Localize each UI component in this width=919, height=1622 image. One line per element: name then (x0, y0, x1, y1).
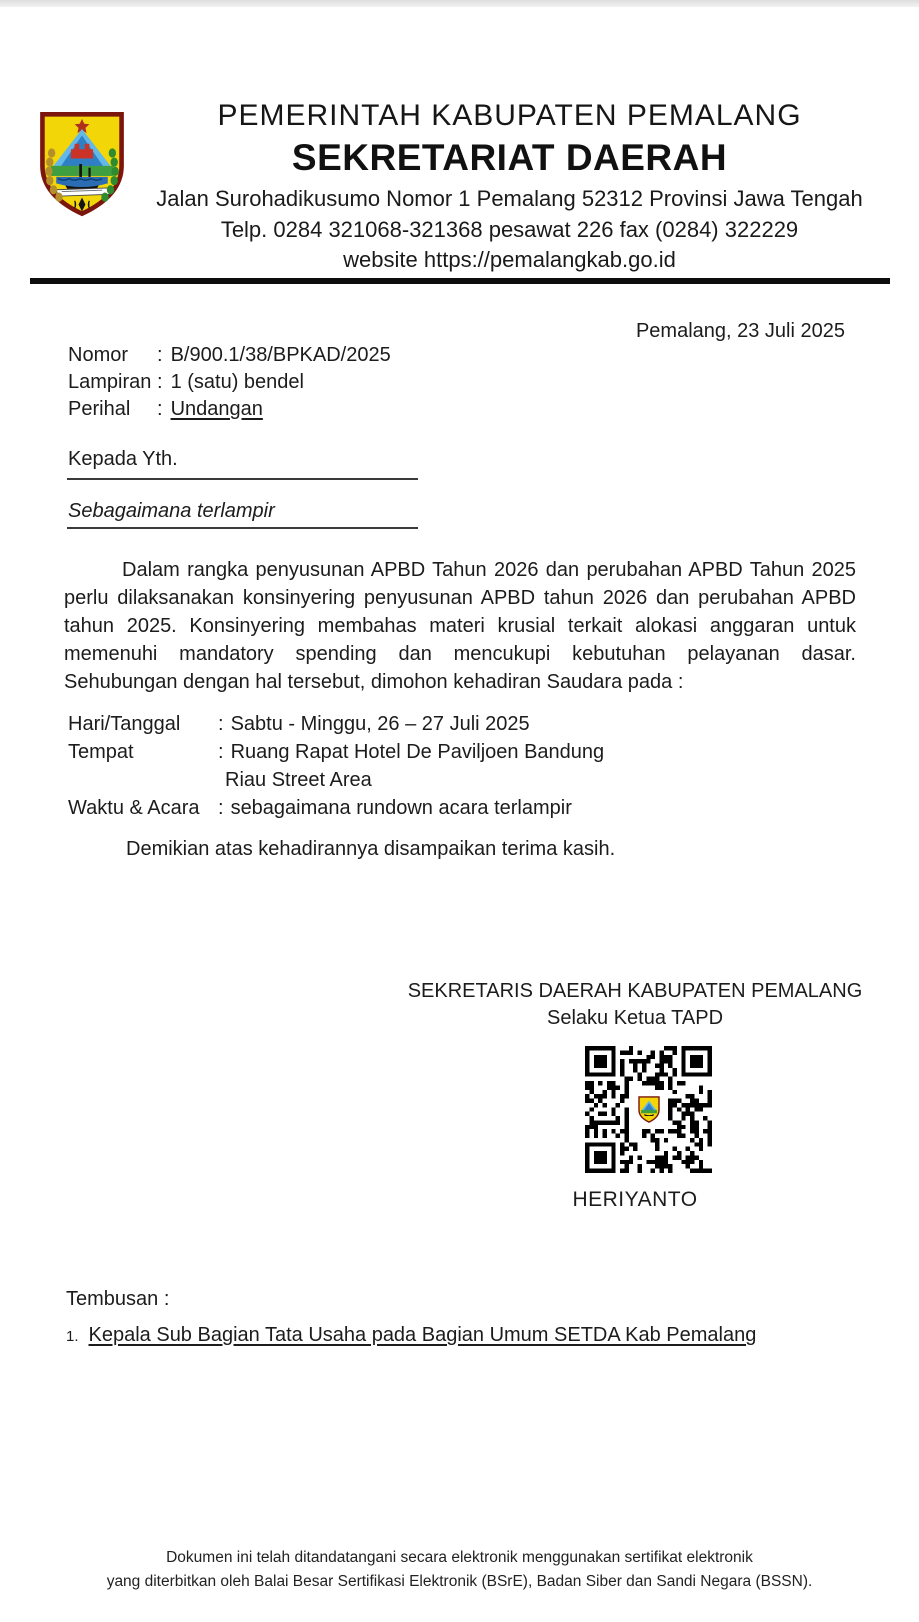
recipient-addressee: Sebagaimana terlampir (68, 500, 275, 522)
nomor-label: Nomor (68, 344, 129, 366)
office-address: Jalan Surohadikusumo Nomor 1 Pemalang 52312 Provinsi Jawa Tengah (156, 186, 863, 212)
recipient-salutation: Kepada Yth. (68, 448, 178, 470)
colon: : (157, 344, 163, 366)
detail-row-hari (68, 713, 604, 741)
colon: : (157, 371, 163, 393)
tembusan-item-text: Kepala Sub Bagian Tata Usaha pada Bagian Umum SETDA Kab Pemalang (88, 1324, 757, 1346)
perihal-value: Undangan (170, 398, 263, 420)
meta-row-lampiran (68, 371, 391, 398)
signer-title-line1: SEKRETARIS DAERAH KABUPATEN PEMALANG (407, 980, 863, 1002)
colon: : (157, 398, 163, 420)
recipient-rule-2 (67, 527, 418, 529)
event-details (68, 713, 604, 825)
signer-name: HERIYANTO (572, 1188, 698, 1211)
signature-title-block (395, 980, 875, 1030)
letterhead-divider (30, 278, 890, 284)
meta-row-perihal (68, 398, 391, 425)
disclaimer-line1: Dokumen ini telah ditandatangani secara elektronik menggunakan sertifikat elektronik (166, 1549, 753, 1566)
recipient-rule-1 (67, 478, 418, 480)
meta-row-nomor (68, 344, 391, 371)
tempat-value-line2: Riau Street Area (225, 769, 372, 791)
colon: : (218, 741, 224, 763)
waktu-value: sebagaimana rundown acara terlampir (230, 797, 572, 819)
tempat-value: Ruang Rapat Hotel De Paviljoen Bandung (230, 741, 605, 763)
lampiran-value: 1 (satu) bendel (170, 371, 304, 393)
perihal-label: Perihal (68, 398, 131, 420)
office-name: SEKRETARIAT DAERAH (291, 137, 728, 178)
office-website: website https://pemalangkab.go.id (343, 247, 676, 273)
tempat-label: Tempat (68, 741, 134, 763)
colon: : (218, 797, 224, 819)
disclaimer-line2: yang diterbitkan oleh Balai Besar Sertifikasi Elektronik (BSrE), Badan Siber dan Sandi Negara (BSSN). (106, 1573, 813, 1590)
tembusan-item-1 (66, 1324, 756, 1347)
detail-row-tempat (68, 741, 604, 769)
signer-title-line2: Selaku Ketua TAPD (546, 1007, 724, 1029)
colon: : (218, 713, 224, 735)
closing-sentence: Demikian atas kehadirannya disampaikan terima kasih. (126, 838, 616, 860)
office-phone: Telp. 0284 321068-321368 pesawat 226 fax (0284) 322229 (220, 216, 799, 242)
hari-value: Sabtu - Minggu, 26 – 27 Juli 2025 (230, 713, 530, 735)
tembusan-heading: Tembusan : (66, 1288, 170, 1310)
scan-edge-artifact (0, 0, 919, 7)
tembusan-item-number: 1. (66, 1328, 79, 1345)
detail-row-waktu (68, 797, 604, 825)
nomor-value: B/900.1/38/BPKAD/2025 (170, 344, 391, 366)
lampiran-label: Lampiran (68, 371, 152, 393)
signature-qr-code (585, 1046, 712, 1173)
letterhead (120, 98, 899, 274)
waktu-label: Waktu & Acara (68, 797, 200, 819)
qr-center-crest-icon (637, 1096, 661, 1123)
government-name: PEMERINTAH KABUPATEN PEMALANG (217, 99, 802, 132)
hari-label: Hari/Tanggal (68, 713, 181, 735)
electronic-signature-disclaimer (0, 1546, 919, 1594)
pemalang-coat-of-arms-icon (36, 110, 128, 218)
letter-date: Pemalang, 23 Juli 2025 (635, 320, 845, 342)
letter-meta-fields (68, 344, 391, 425)
body-paragraph: Dalam rangka penyusunan APBD Tahun 2026 dan perubahan APBD Tahun 2025 perlu dilaksanakan konsinyering penyusunan APBD tahun 2026 dan perubahan APBD tahun 2025. Konsinyering membahas materi krusial terkait alokasi anggaran untuk memenuhi mandatory spending dan mencukupi kebutuhan pelayanan dasar. Sehubungan dengan hal tersebut, dimohon kehadiran Saudara pada : (64, 559, 856, 693)
